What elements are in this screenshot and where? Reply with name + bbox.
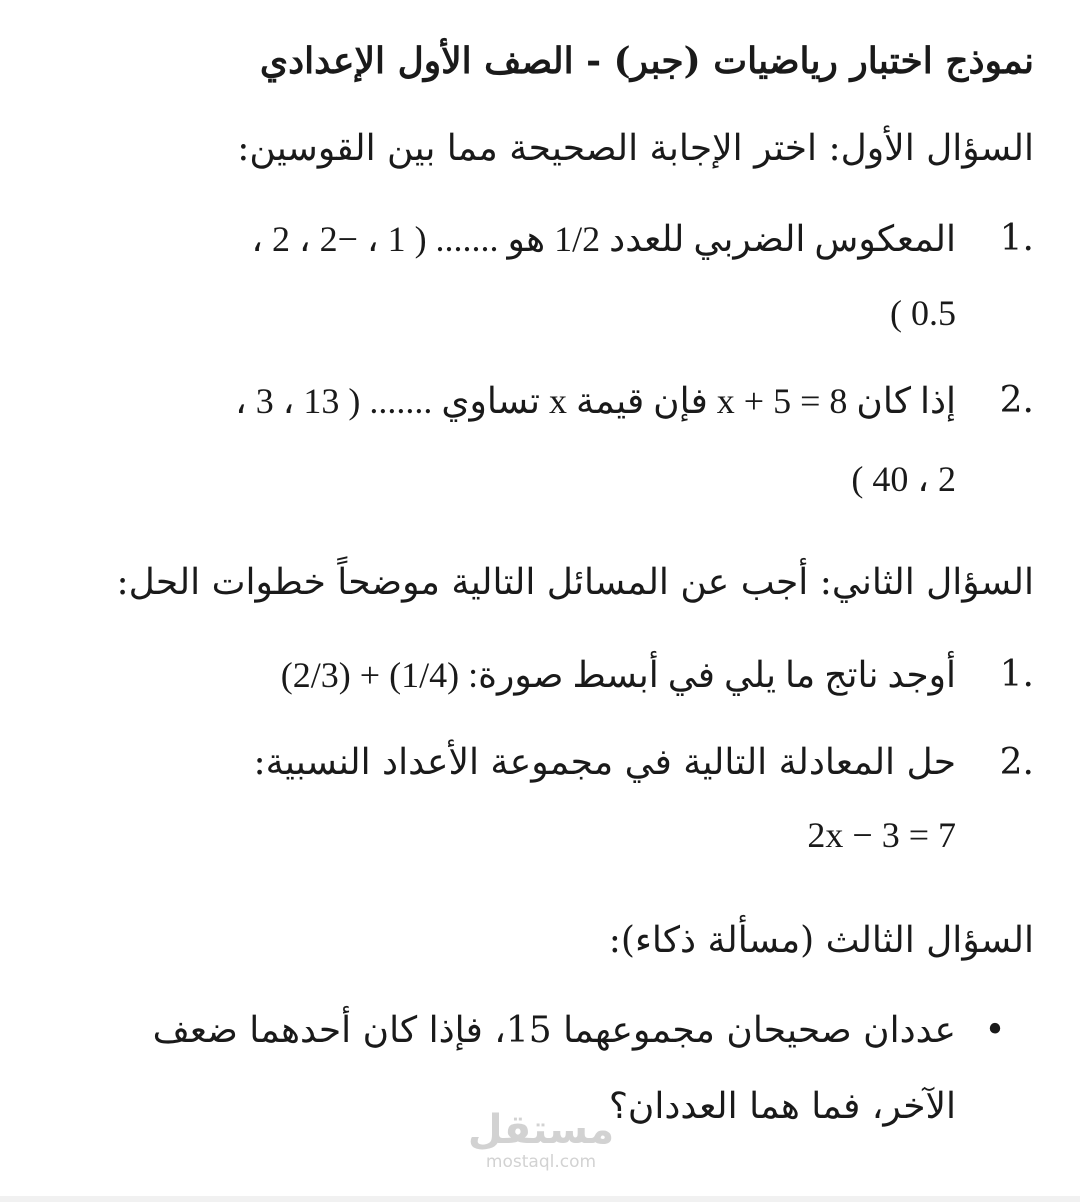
- bullet-icon: •: [984, 1010, 1006, 1051]
- item-text-line-2: 2 ، 40 ): [851, 459, 956, 499]
- item-text-line-2: الآخر، فما هما العددان؟: [608, 1086, 956, 1127]
- item-number: 2.: [999, 742, 1034, 783]
- item-number: 1.: [999, 654, 1034, 695]
- watermark-url: mostaql.com: [485, 1152, 597, 1172]
- question-3-heading: السؤال الثالث (مسألة ذكاء):: [608, 920, 1034, 961]
- exam-title: نموذج اختبار رياضيات (جبر) - الصف الأول الإعدادي: [259, 40, 1034, 82]
- item-number: 2.: [999, 380, 1034, 421]
- item-text: أوجد ناتج ما يلي في أبسط صورة: (1/4) + (2/3): [280, 655, 956, 695]
- item-text-line-1: إذا كان x + 5 = 8 فإن قيمة x تساوي ....... ( 13 ، 3 ،: [235, 381, 956, 421]
- bottom-strip: [0, 1196, 1080, 1202]
- watermark-logo: مستقل: [467, 1107, 615, 1153]
- item-text: حل المعادلة التالية في مجموعة الأعداد النسبية:: [253, 742, 956, 783]
- equation: 2x − 3 = 7: [807, 815, 956, 855]
- item-text-line-1: المعكوس الضربي للعدد 1/2 هو ....... ( 1 ، −2 ، 2 ،: [251, 219, 956, 259]
- watermark: [466, 1108, 616, 1172]
- question-2-heading: السؤال الثاني: أجب عن المسائل التالية موضحاً خطوات الحل:: [116, 562, 1034, 603]
- item-number: 1.: [999, 218, 1034, 259]
- item-text-line-1: عددان صحيحان مجموعهما 15، فإذا كان أحدهما ضعف: [152, 1010, 956, 1051]
- question-1-heading: السؤال الأول: اختر الإجابة الصحيحة مما بين القوسين:: [237, 128, 1034, 169]
- item-text-line-2: 0.5 ): [890, 293, 956, 333]
